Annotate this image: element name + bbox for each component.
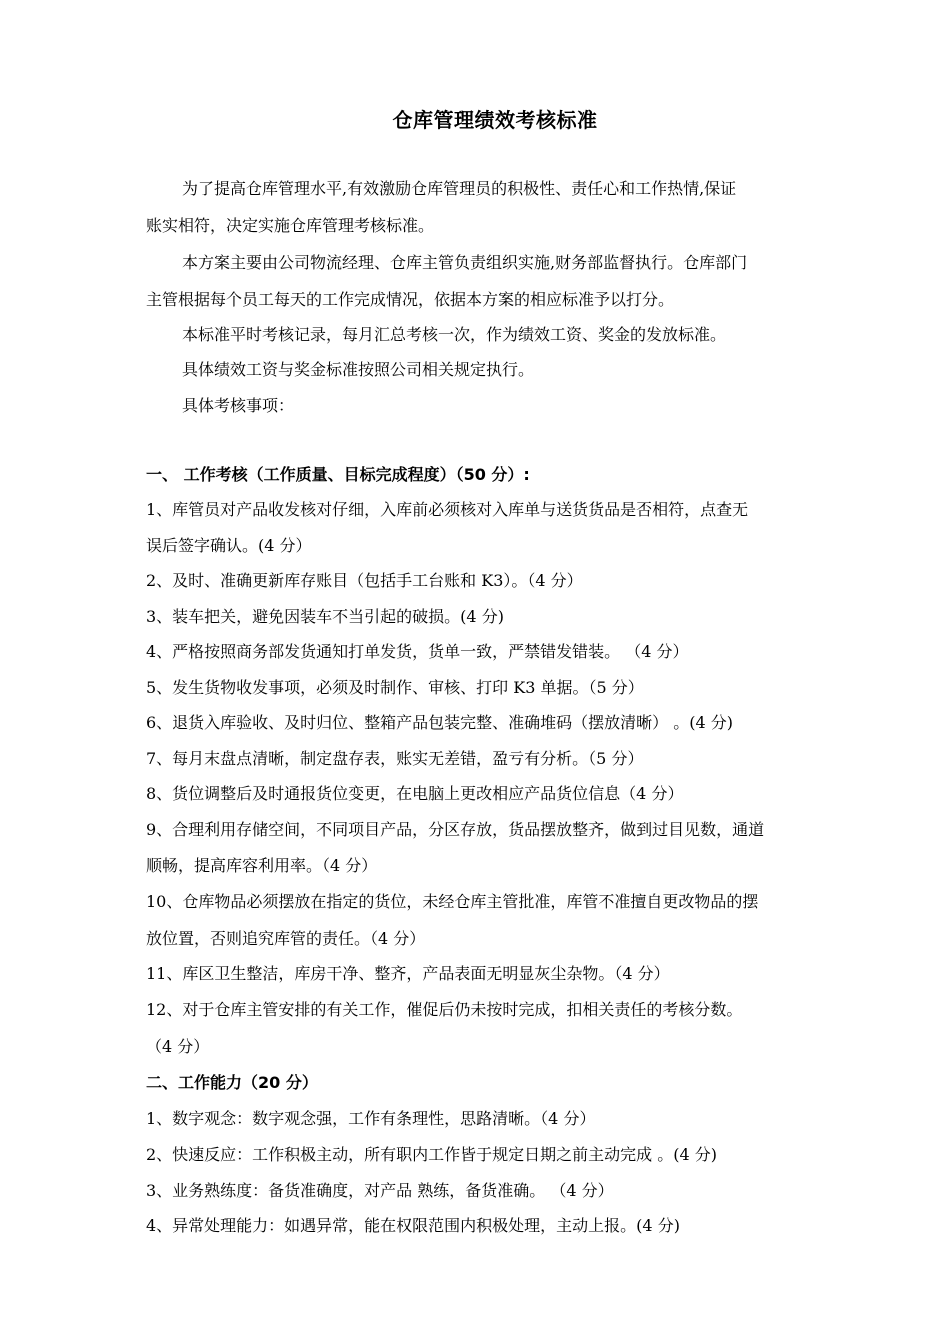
section-1-item: 6、退货入库验收、及时归位、整箱产品包装完整、准确堆码（摆放清晰） 。(4 分) <box>146 713 734 732</box>
intro-paragraph-2-line-1: 本方案主要由公司物流经理、仓库主管负责组织实施,财务部监督执行。仓库部门 <box>182 253 748 272</box>
intro-paragraph-5: 具体考核事项： <box>182 396 295 415</box>
section-2-item: 2、快速反应：工作积极主动，所有职内工作皆于规定日期之前主动完成 。(4 分) <box>146 1145 718 1164</box>
section-1-item: 放位置，否则追究库管的责任。（4 分） <box>146 929 426 948</box>
intro-paragraph-1-line-2: 账实相符，决定实施仓库管理考核标准。 <box>146 216 435 235</box>
section-1-item: 顺畅，提高库容利用率。（4 分） <box>146 856 378 875</box>
section-1-item: 7、每月末盘点清晰，制定盘存表，账实无差错，盈亏有分析。（5 分） <box>146 749 644 768</box>
intro-paragraph-4: 具体绩效工资与奖金标准按照公司相关规定执行。 <box>182 360 535 379</box>
section-2-item: 3、业务熟练度：备货准确度，对产品 熟练，备货准确。 （4 分） <box>146 1181 614 1200</box>
section-2-heading: 二、工作能力（20 分） <box>146 1073 318 1092</box>
section-1-item: 2、及时、准确更新库存账目（包括手工台账和 K3）。（4 分） <box>146 571 583 590</box>
section-1-item: 1、库管员对产品收发核对仔细，入库前必须核对入库单与送货货品是否相符，点查无 <box>146 500 749 519</box>
section-1-item: （4 分） <box>146 1037 210 1056</box>
section-1-item: 3、装车把关，避免因装车不当引起的破损。(4 分) <box>146 607 504 626</box>
intro-paragraph-3: 本标准平时考核记录，每月汇总考核一次，作为绩效工资、奖金的发放标准。 <box>182 325 727 344</box>
section-2-item: 4、异常处理能力：如遇异常，能在权限范围内积极处理，主动上报。(4 分) <box>146 1216 680 1235</box>
section-1-item: 10、仓库物品必须摆放在指定的货位，未经仓库主管批准，库管不准擅自更改物品的摆 <box>146 892 759 911</box>
section-1-item: 5、发生货物收发事项，必须及时制作、审核、打印 K3 单据。（5 分） <box>146 678 644 697</box>
section-1-item: 12、对于仓库主管安排的有关工作，催促后仍未按时完成，扣相关责任的考核分数。 <box>146 1000 743 1019</box>
section-1-item: 4、严格按照商务部发货通知打单发货，货单一致，严禁错发错装。 （4 分） <box>146 642 689 661</box>
intro-paragraph-2-line-2: 主管根据每个员工每天的工作完成情况，依据本方案的相应标准予以打分。 <box>146 290 675 309</box>
intro-paragraph-1-line-1: 为了提高仓库管理水平,有效激励仓库管理员的积极性、责任心和工作热情,保证 <box>182 179 737 198</box>
section-1-item: 误后签字确认。(4 分） <box>146 536 312 555</box>
section-1-item: 8、货位调整后及时通报货位变更，在电脑上更改相应产品货位信息（4 分） <box>146 784 684 803</box>
section-1-item: 11、库区卫生整洁，库房干净、整齐，产品表面无明显灰尘杂物。（4 分） <box>146 964 670 983</box>
document-title: 仓库管理绩效考核标准 <box>392 108 598 132</box>
section-2-item: 1、数字观念：数字观念强，工作有条理性，思路清晰。（4 分） <box>146 1109 596 1128</box>
section-1-item: 9、合理利用存储空间，不同项目产品，分区存放，货品摆放整齐，做到过目见数，通道 <box>146 820 765 839</box>
section-1-heading: 一、 工作考核（工作质量、目标完成程度）（50 分）: <box>146 465 530 484</box>
